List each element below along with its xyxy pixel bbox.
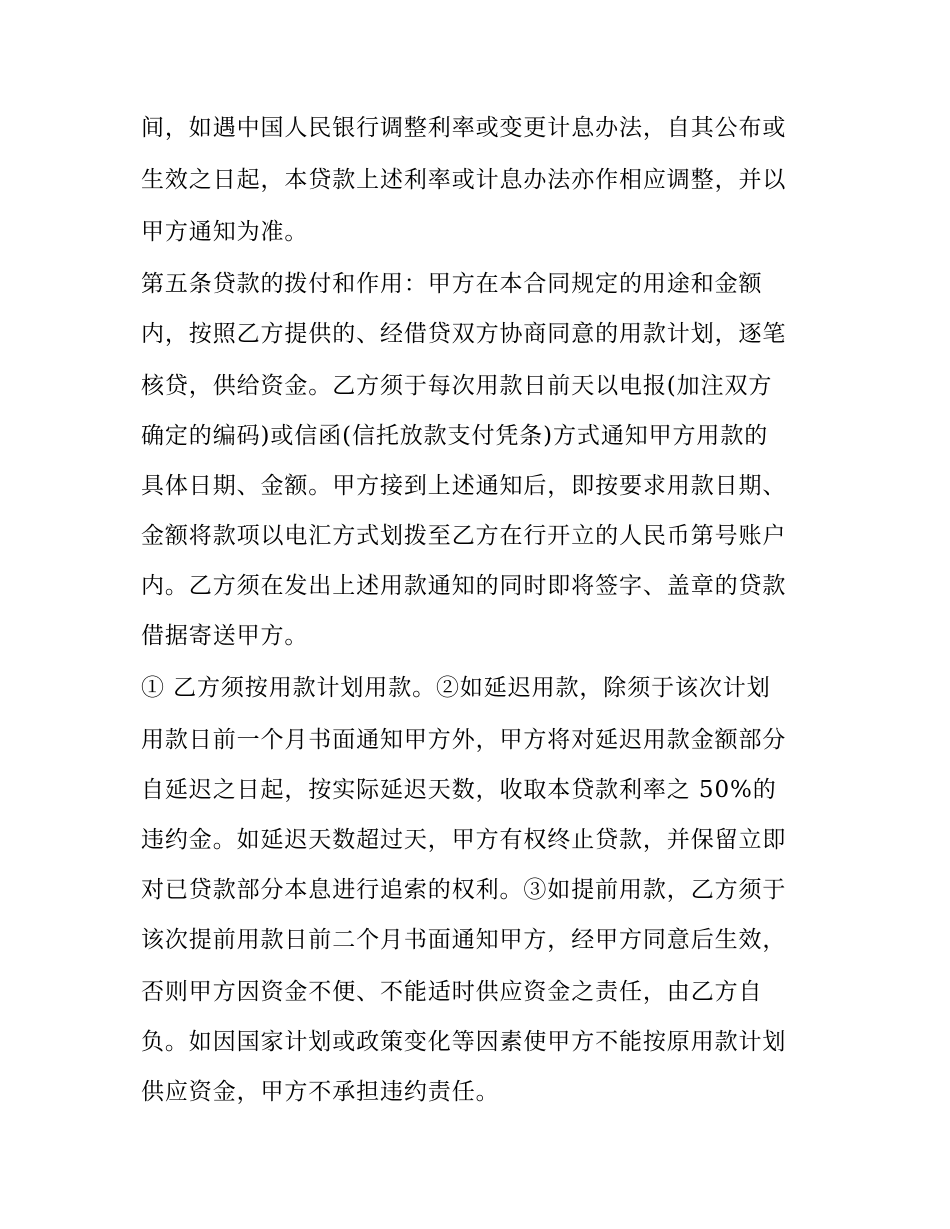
text-line: 该次提前用款日前二个月书面通知甲方，经甲方同意后生效，	[141, 927, 787, 953]
text-line: 否则甲方因资金不便、不能适时供应资金之责任，由乙方自	[141, 979, 763, 1005]
text-line: 第五条贷款的拨付和作用：甲方在本合同规定的用途和金额	[141, 271, 763, 297]
text-line: 具体日期、金额。甲方接到上述通知后，即按要求用款日期、	[141, 473, 787, 499]
text-line: 内。乙方须在发出上述用款通知的同时即将签字、盖章的贷款	[141, 573, 787, 599]
text-line: 核贷，供给资金。乙方须于每次用款日前天以电报(加注双方	[141, 373, 773, 399]
text-line: 金额将款项以电汇方式划拨至乙方在行开立的人民币第号账户	[141, 523, 787, 549]
text-line: 违约金。如延迟天数超过天，甲方有权终止贷款，并保留立即	[141, 827, 787, 853]
text-line: ① 乙方须按用款计划用款。②如延迟用款，除须于该次计划	[141, 675, 771, 701]
text-line: 借据寄送甲方。	[141, 623, 309, 649]
text-line: 自延迟之日起，按实际延迟天数，收取本贷款利率之 50%的	[141, 777, 777, 803]
text-line: 供应资金，甲方不承担违约责任。	[141, 1079, 500, 1105]
text-line: 负。如因国家计划或政策变化等因素使甲方不能按原用款计划	[141, 1029, 787, 1055]
text-line: 甲方通知为准。	[141, 219, 309, 245]
text-line: 生效之日起，本贷款上述利率或计息办法亦作相应调整，并以	[141, 167, 787, 193]
text-line: 确定的编码)或信函(信托放款支付凭条)方式通知甲方用款的	[141, 423, 769, 449]
text-line: 内，按照乙方提供的、经借贷双方协商同意的用款计划，逐笔	[141, 321, 787, 347]
text-line: 间，如遇中国人民银行调整利率或变更计息办法，自其公布或	[141, 115, 787, 141]
text-line: 用款日前一个月书面通知甲方外，甲方将对延迟用款金额部分	[141, 727, 787, 753]
text-line: 对已贷款部分本息进行追索的权利。③如提前用款，乙方须于	[141, 877, 787, 903]
